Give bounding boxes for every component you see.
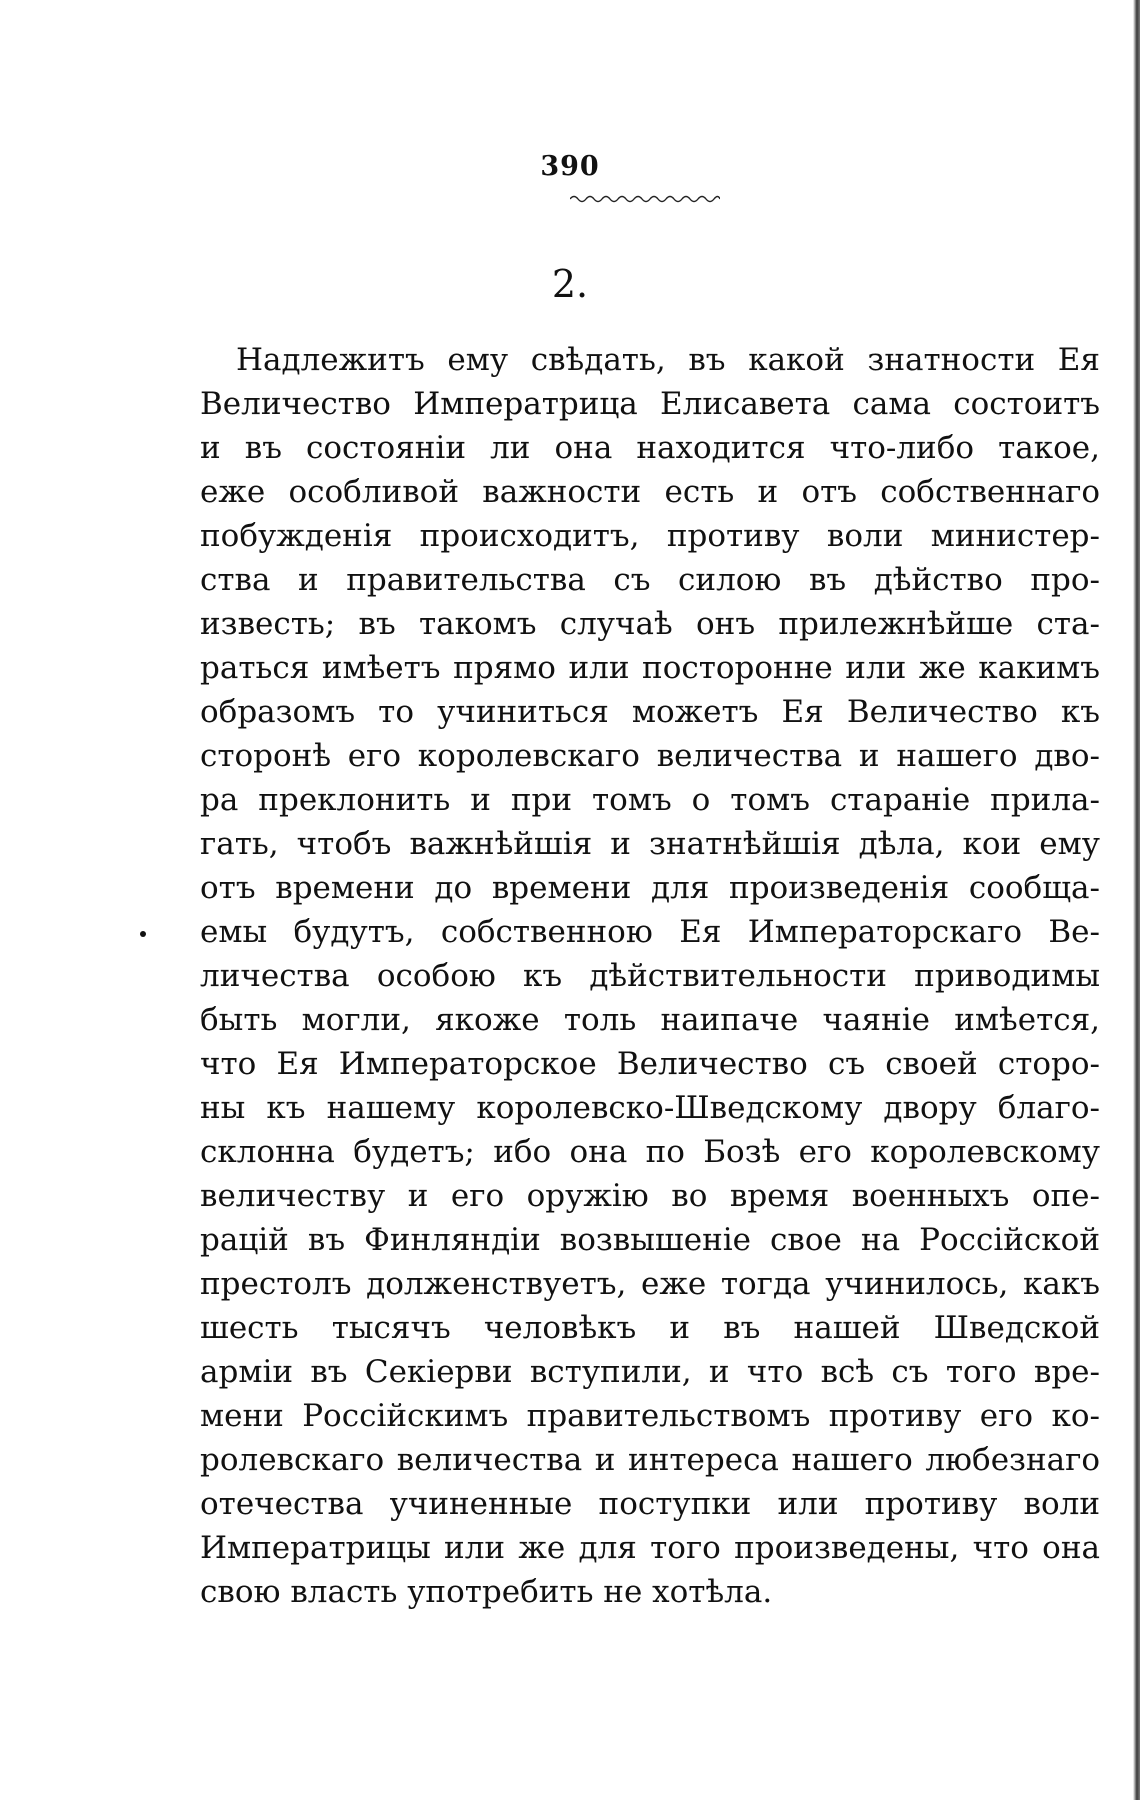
wavy-rule-ornament (570, 192, 720, 206)
text-line: престолъ долженствуетъ, еже тогда учинилось, какъ (200, 1266, 1100, 1302)
text-line: что Ея Императорское Величество съ своей сторо- (200, 1046, 1100, 1082)
text-line: личества особою къ дѣйствительности приводимы (200, 958, 1100, 994)
text-line: быть могли, якоже толь наипаче чаяніе имѣется, (200, 1002, 1100, 1038)
text-line: свою власть употребить не хотѣла. (200, 1574, 773, 1610)
section-number: 2. (551, 262, 589, 306)
text-line: образомъ то учиниться можетъ Ея Величество къ (200, 694, 1100, 730)
text-line: арміи въ Секіерви вступили, и что всѣ съ того вре- (200, 1354, 1100, 1390)
margin-mark (140, 931, 146, 937)
text-line: раться имѣетъ прямо или посторонне или же какимъ (200, 650, 1100, 686)
text-line: отъ времени до времени для произведенія сообща- (200, 870, 1100, 906)
text-line: ра преклонить и при томъ о томъ стараніе прила- (200, 782, 1100, 818)
text-line: шесть тысячъ человѣкъ и въ нашей Шведской (200, 1310, 1100, 1346)
text-line: Величество Императрица Елисавета сама состоитъ (200, 386, 1100, 422)
text-line: ны къ нашему королевско-Шведскому двору благо- (200, 1090, 1100, 1126)
text-line: гать, чтобъ важнѣйшія и знатнѣйшія дѣла, кои ему (200, 826, 1100, 862)
body-paragraph (200, 338, 1100, 1614)
text-line: побужденія происходитъ, противу воли министер- (200, 518, 1100, 554)
text-line: емы будутъ, собственною Ея Императорскаго Ве- (200, 914, 1100, 950)
text-line: склонна будетъ; ибо она по Бозѣ его королевскому (200, 1134, 1100, 1170)
text-line: известь; въ такомъ случаѣ онъ прилежнѣйше ста- (200, 606, 1100, 642)
page-number: 390 (540, 151, 600, 182)
text-line: ролевскаго величества и интереса нашего любезнаго (200, 1442, 1100, 1478)
text-line: еже особливой важности есть и отъ собственнаго (200, 474, 1100, 510)
text-line: и въ состояніи ли она находится что-либо такое, (200, 430, 1100, 466)
text-line: Императрицы или же для того произведены, что она (200, 1530, 1100, 1566)
text-line: мени Россійскимъ правительствомъ противу его ко- (200, 1398, 1100, 1434)
text-line: величеству и его оружію во время военныхъ опе- (200, 1178, 1100, 1214)
text-line: ства и правительства съ силою въ дѣйство про- (200, 562, 1100, 598)
text-line: Надлежитъ ему свѣдать, въ какой знатности Ея (236, 342, 1100, 378)
text-line: рацій въ Финляндіи возвышеніе свое на Россійской (200, 1222, 1100, 1258)
text-line: сторонѣ его королевскаго величества и нашего дво- (200, 738, 1100, 774)
scan-edge-shadow (1133, 0, 1140, 1800)
text-line: отечества учиненные поступки или противу воли (200, 1486, 1100, 1522)
